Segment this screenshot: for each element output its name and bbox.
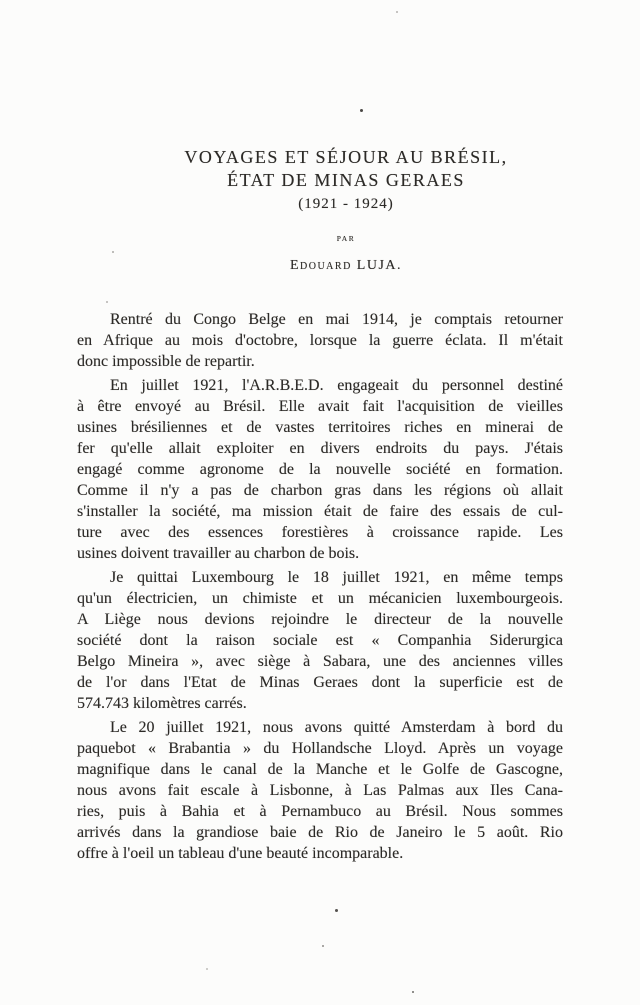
text-line: Rentré du Congo Belge en mai 1914, je comptais retourner [110, 311, 563, 328]
text-line: arrivés dans la grandiose baie de Rio de Janeiro le 5 août. Rio [77, 824, 563, 841]
text-line: s'installer la société, ma mission était de faire des essais de cul- [77, 503, 563, 520]
text-line: usines brésiliennes et de vastes territoires riches en minerai de [77, 419, 563, 436]
article-heading [103, 146, 589, 275]
scan-speck [106, 301, 108, 303]
scan-speck [335, 909, 338, 912]
text-line: En juillet 1921, l'A.R.B.E.D. engageait du personnel destiné [110, 377, 563, 394]
paragraph [77, 717, 563, 864]
text-line: Belgo Mineira », avec siège à Sabara, une des anciennes villes [77, 653, 563, 670]
text-line: offre à l'oeil un tableau d'une beauté incomparable. [77, 845, 404, 862]
text-line: engagé comme agronome de la nouvelle société en formation. [77, 461, 563, 478]
paragraph [77, 309, 563, 372]
text-line: de l'or dans l'Etat de Minas Geraes dont la superficie est de [77, 674, 563, 691]
scan-speck [322, 945, 324, 947]
text-line: usines doivent travailler au charbon de bois. [77, 545, 360, 562]
text-line: 574.743 kilomètres carrés. [77, 695, 247, 712]
text-line: A Liège nous devions rejoindre le directeur de la nouvelle [77, 611, 563, 628]
text-line: ture avec des essences forestières à croissance rapide. Les [77, 524, 563, 541]
text-line: ries, puis à Bahia et à Pernambuco au Brésil. Nous sommes [77, 803, 563, 820]
byline-label: PAR [336, 234, 356, 243]
scan-speck [412, 991, 414, 993]
text-line: fer qu'elle allait exploiter en divers endroits du pays. J'étais [77, 440, 563, 457]
paragraph [77, 567, 563, 714]
page-title-line-1: VOYAGES ET SÉJOUR AU BRÉSIL, [184, 147, 508, 167]
text-line: paquebot « Brabantia » du Hollandsche Lloyd. Après un voyage [77, 740, 563, 757]
title-years: (1921 - 1924) [298, 196, 394, 212]
text-line: Je quittai Luxembourg le 18 juillet 1921, en même temps [110, 569, 563, 586]
text-line: magnifique dans le canal de la Manche et le Golfe de Gascogne, [77, 761, 563, 778]
text-line: à être envoyé au Brésil. Elle avait fait l'acquisition de vieilles [77, 398, 563, 415]
text-line: Comme il n'y a pas de charbon gras dans les régions où allait [77, 482, 563, 499]
text-line: nous avons fait escale à Lisbonne, à Las Palmas aux Iles Cana- [77, 782, 563, 799]
author-name: Edouard LUJA. [289, 258, 403, 273]
article-body [77, 309, 563, 864]
scan-speck [396, 11, 398, 13]
text-line: qu'un électricien, un chimiste et un mécanicien luxembourgeois. [77, 590, 563, 607]
text-line: en Afrique au mois d'octobre, lorsque la guerre éclata. Il m'était [77, 332, 563, 349]
text-line: donc impossible de repartir. [77, 353, 255, 370]
text-line: société dont la raison sociale est « Companhia Siderurgica [77, 632, 563, 649]
scan-speck [206, 968, 208, 970]
scan-speck [360, 109, 363, 112]
paragraph [77, 375, 563, 564]
text-line: Le 20 juillet 1921, nous avons quitté Amsterdam à bord du [110, 719, 563, 736]
page-title-line-2: ÉTAT DE MINAS GERAES [227, 170, 465, 190]
